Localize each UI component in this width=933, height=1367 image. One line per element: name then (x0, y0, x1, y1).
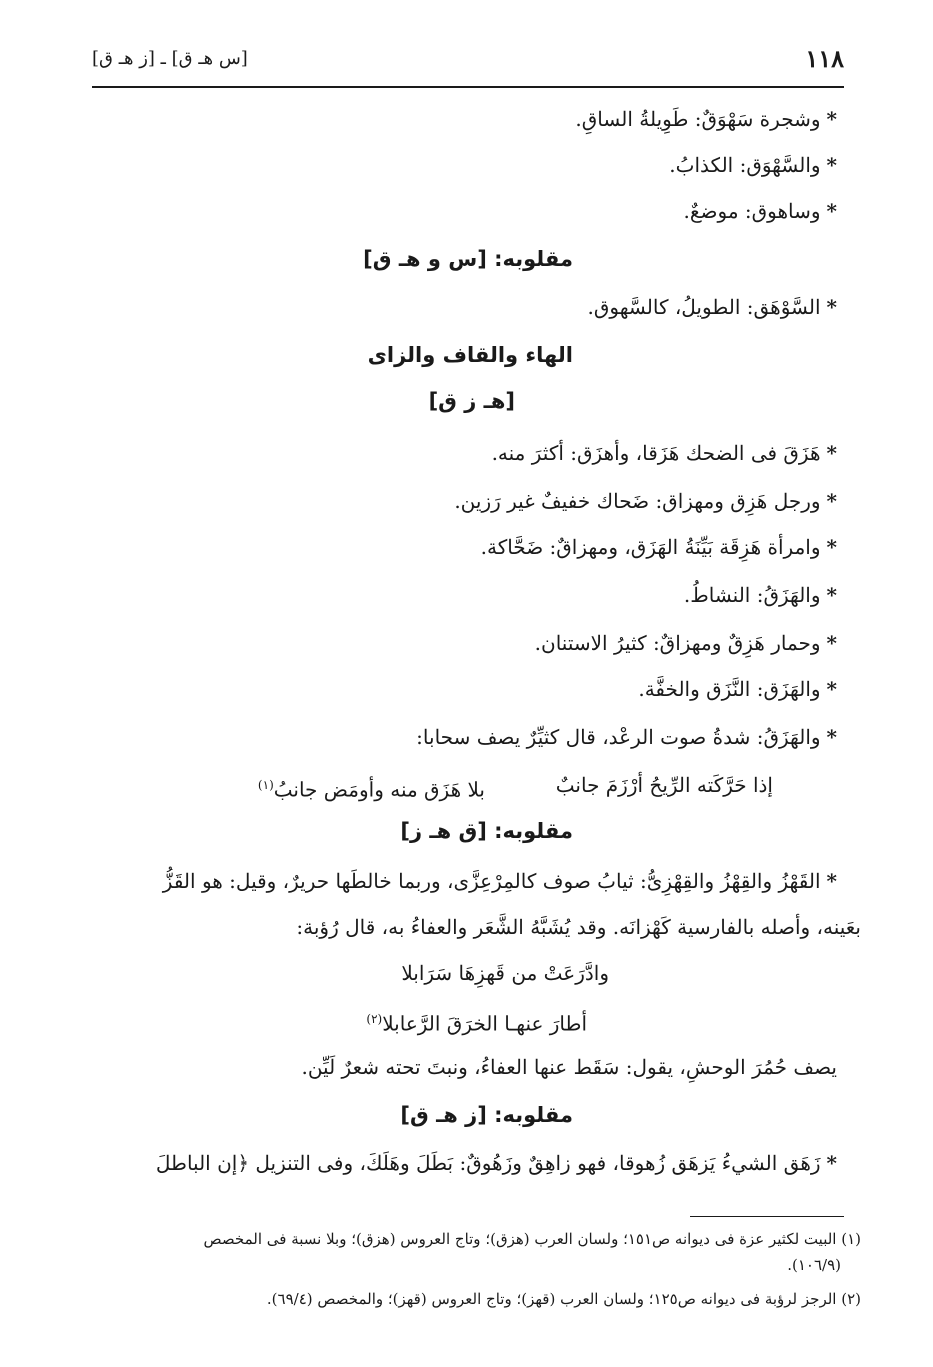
footnote-2: (٢) الرجز لرؤبة فى ديوانه ص١٢٥؛ ولسان العرب (قهز)؛ وتاج العروس (قهز)؛ والمخصص (٦٩/٤). (266, 1290, 861, 1308)
footnote-rule (690, 1216, 844, 1217)
entry-line: *وحمار هَزِقٌ ومهزاقٌ: كثيرُ الاستنان. (534, 631, 837, 655)
rajaz-line: أطارَ عنهـا الخرَقَ الرَّعابلا$^{(٢)}$ (366, 1011, 587, 1036)
asterisk-icon: * (826, 199, 837, 223)
verse-first-hemistich: إذا حَرَّكَته الرِّيحُ أرْزَمَ جانبٌ (555, 773, 773, 797)
section-heading: مقلوبه: [س و هـ ق] (363, 247, 573, 271)
section-heading: مقلوبه: [ز هـ ق] (400, 1103, 573, 1127)
asterisk-icon: * (826, 583, 837, 607)
entry-continuation-line: يصف حُمُرَ الوحشِ، يقول: سَقَط عنها العفاءُ، ونبتَ تحته شعرٌ لَيِّن. (301, 1055, 837, 1079)
asterisk-icon: * (826, 725, 837, 749)
entry-line: *القَهْزُ والقِهْزُ والقِهْزِىُّ: ثيابُ صوف كالمِرْعِزَّى، وربما خالطَها حريرٌ، وقيل: هو القَزُّ (162, 869, 837, 893)
entry-line: *زَهَق الشيءُ يَزهَق زُهوقا، فهو زاهِقٌ وزَهُوقٌ: بَطَلَ وهَلَكَ، وفى التنزيل ﴿إن الباطلَ (155, 1151, 837, 1175)
chapter-heading: الهاء والقاف والزاى (367, 343, 573, 367)
entry-line: *هَزَقَ فى الضحك هَزَقا، وأهزَق: أكثرَ منه. (491, 441, 837, 465)
asterisk-icon: * (826, 489, 837, 513)
entry-line: *والهَزَق: النَّزَق والخفَّة. (638, 677, 837, 701)
root-heading: [هـ ز ق] (428, 389, 515, 413)
running-head: [س هـ ق] ـ [ز هـ ق] (92, 48, 248, 69)
asterisk-icon: * (826, 1151, 837, 1175)
entry-line: *والهَزَقُ: شدةُ صوت الرعْد، قال كثيِّرٌ يصف سحابا: (416, 725, 837, 749)
section-heading: مقلوبه: [ق هـ ز] (400, 819, 573, 843)
page-header (92, 40, 844, 76)
asterisk-icon: * (826, 295, 837, 319)
entry-line: *ورجل هَزِق ومهزاق: ضَحاك خفيفٌ غير رَزين. (454, 489, 837, 513)
footnote-1: (١) البيت لكثير عزة فى ديوانه ص١٥١؛ ولسان العرب (هزق)؛ وتاج العروس (هزق)؛ وبلا نسبة فى المخصص (203, 1230, 861, 1248)
verse-second-hemistich: بلا هَزَق منه وأومَض جانبُ$^{(١)}$ (257, 777, 485, 802)
asterisk-icon: * (826, 869, 837, 893)
entry-continuation-line: بعَينه، وأصله بالفارسية كَهْزانَه. وقد يُشَبَّهُ الشَّعَر والعفاءُ به، قال رُؤبة: (296, 915, 861, 939)
asterisk-icon: * (826, 677, 837, 701)
rajaz-line: وادَّرَعَتْ من قَهزِهَا سَرَابلا (401, 961, 609, 985)
footnote-ref: (١) (257, 778, 274, 792)
asterisk-icon: * (826, 107, 837, 131)
asterisk-icon: * (826, 153, 837, 177)
asterisk-icon: * (826, 631, 837, 655)
footnote-ref: (٢) (366, 1012, 383, 1026)
entry-line: *وشجرة سَهْوَقٌ: طَوِيلةُ الساقِ. (575, 107, 837, 131)
header-rule (92, 86, 844, 88)
entry-line: *وساهوق: موضعٌ. (683, 199, 837, 223)
asterisk-icon: * (826, 535, 837, 559)
footnote-1-continuation: (١٠٦/٩). (787, 1256, 841, 1274)
page-number: ١١٨ (805, 44, 844, 73)
entry-line: *السَّوْهَق: الطويلُ، كالسَّهوق. (587, 295, 837, 319)
entry-line: *والسَّهْوَق: الكذابُ. (669, 153, 837, 177)
entry-line: *والهَزَقُ: النشاطُ. (683, 583, 837, 607)
asterisk-icon: * (826, 441, 837, 465)
entry-line: *وامرأة هَزِقَة بَيِّنَةُ الهَزَق، ومهزاقٌ: ضَحَّاكة. (480, 535, 837, 559)
